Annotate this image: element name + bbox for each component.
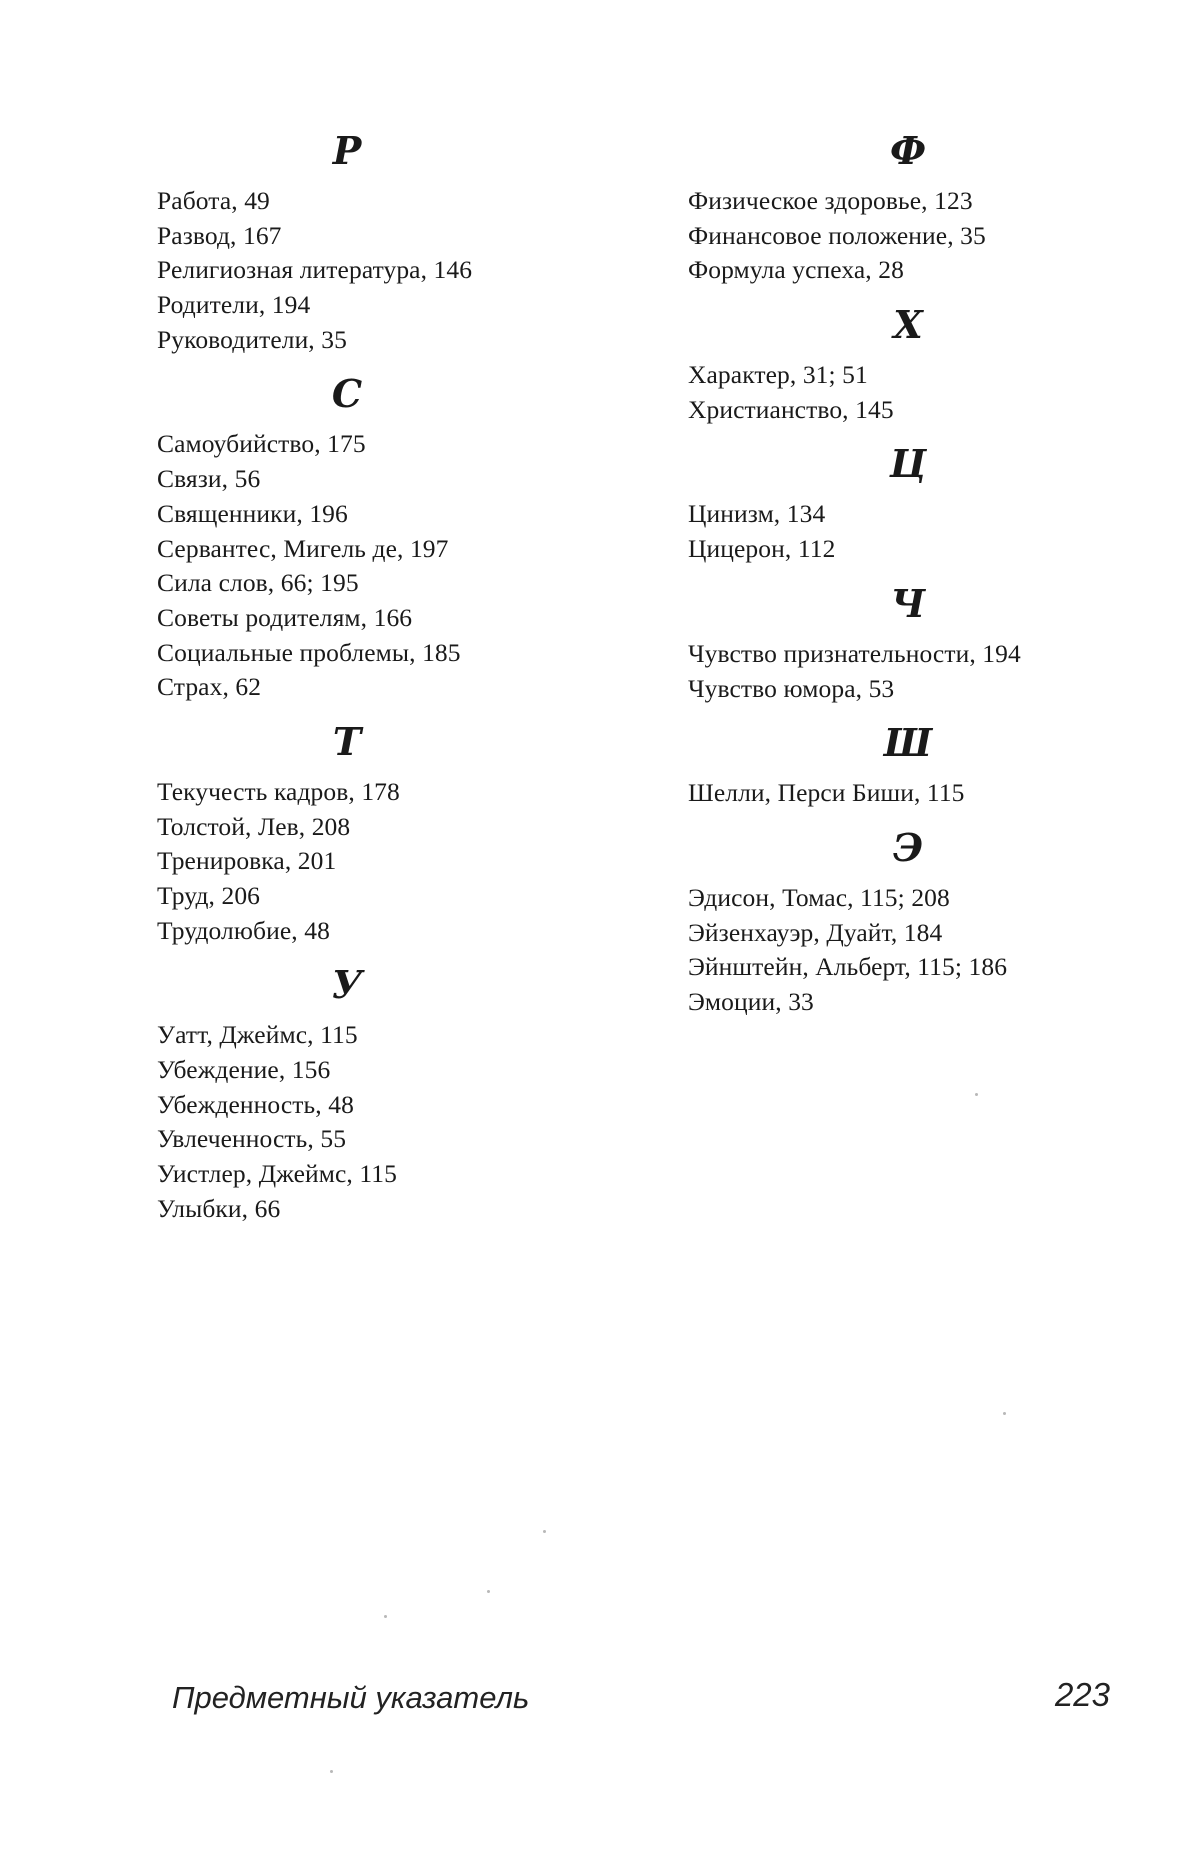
index-entry: Формула успеха, 28 bbox=[688, 253, 1158, 288]
index-section bbox=[688, 120, 1158, 288]
entry-list bbox=[688, 184, 1158, 288]
index-entry: Трудолюбие, 48 bbox=[157, 914, 627, 949]
index-entry: Уатт, Джеймс, 115 bbox=[157, 1018, 627, 1053]
entry-list bbox=[688, 358, 1158, 427]
entry-list bbox=[688, 497, 1158, 566]
index-section bbox=[688, 817, 1158, 1020]
section-letter: Х bbox=[778, 294, 1038, 356]
index-entry: Характер, 31; 51 bbox=[688, 358, 1158, 393]
index-entry: Финансовое положение, 35 bbox=[688, 219, 1158, 254]
index-entry: Труд, 206 bbox=[157, 879, 627, 914]
index-entry: Физическое здоровье, 123 bbox=[688, 184, 1158, 219]
index-section bbox=[688, 712, 1158, 811]
index-section bbox=[688, 433, 1158, 566]
index-entry: Эмоции, 33 bbox=[688, 985, 1158, 1020]
index-section bbox=[157, 711, 627, 948]
section-letter: Ц bbox=[778, 433, 1038, 495]
entry-list bbox=[688, 637, 1158, 706]
index-entry: Эдисон, Томас, 115; 208 bbox=[688, 881, 1158, 916]
index-entry: Связи, 56 bbox=[157, 462, 627, 497]
page-number: 223 bbox=[1055, 1676, 1110, 1714]
index-entry: Шелли, Перси Биши, 115 bbox=[688, 776, 1158, 811]
scan-speck bbox=[543, 1530, 546, 1533]
index-entry: Эйнштейн, Альберт, 115; 186 bbox=[688, 950, 1158, 985]
index-section bbox=[157, 120, 627, 357]
index-entry: Толстой, Лев, 208 bbox=[157, 810, 627, 845]
index-entry: Сервантес, Мигель де, 197 bbox=[157, 532, 627, 567]
index-entry: Эйзенхауэр, Дуайт, 184 bbox=[688, 916, 1158, 951]
section-letter: Ш bbox=[778, 712, 1038, 774]
index-entry: Советы родителям, 166 bbox=[157, 601, 627, 636]
scan-speck bbox=[1003, 1412, 1006, 1415]
footer-title: Предметный указатель bbox=[172, 1680, 529, 1716]
index-entry: Улыбки, 66 bbox=[157, 1192, 627, 1227]
index-section bbox=[157, 954, 627, 1226]
index-entry: Убеждение, 156 bbox=[157, 1053, 627, 1088]
entry-list bbox=[688, 776, 1158, 811]
section-letter: Р bbox=[217, 120, 477, 182]
entry-list bbox=[157, 427, 627, 705]
index-entry: Чувство признательности, 194 bbox=[688, 637, 1158, 672]
section-letter: Ф bbox=[778, 120, 1038, 182]
index-entry: Убежденность, 48 bbox=[157, 1088, 627, 1123]
index-entry: Руководители, 35 bbox=[157, 323, 627, 358]
scan-speck bbox=[975, 1093, 978, 1096]
index-column-left bbox=[157, 120, 627, 1233]
index-entry: Христианство, 145 bbox=[688, 393, 1158, 428]
index-entry: Самоубийство, 175 bbox=[157, 427, 627, 462]
index-entry: Страх, 62 bbox=[157, 670, 627, 705]
entry-list bbox=[688, 881, 1158, 1020]
index-section bbox=[157, 363, 627, 705]
entry-list bbox=[157, 775, 627, 948]
index-entry: Религиозная литература, 146 bbox=[157, 253, 627, 288]
index-entry: Работа, 49 bbox=[157, 184, 627, 219]
index-entry: Социальные проблемы, 185 bbox=[157, 636, 627, 671]
section-letter: Ч bbox=[778, 573, 1038, 635]
index-section bbox=[688, 573, 1158, 706]
index-entry: Развод, 167 bbox=[157, 219, 627, 254]
index-entry: Увлеченность, 55 bbox=[157, 1122, 627, 1157]
index-entry: Цицерон, 112 bbox=[688, 532, 1158, 567]
index-entry: Священники, 196 bbox=[157, 497, 627, 532]
index-entry: Текучесть кадров, 178 bbox=[157, 775, 627, 810]
scan-speck bbox=[384, 1615, 387, 1618]
index-entry: Родители, 194 bbox=[157, 288, 627, 323]
entry-list bbox=[157, 1018, 627, 1226]
scan-speck bbox=[487, 1590, 490, 1593]
section-letter: Т bbox=[217, 711, 477, 773]
section-letter: Э bbox=[778, 817, 1038, 879]
scan-speck bbox=[330, 1770, 333, 1773]
index-entry: Чувство юмора, 53 bbox=[688, 672, 1158, 707]
entry-list bbox=[157, 184, 627, 357]
section-letter: У bbox=[217, 954, 477, 1016]
index-column-right bbox=[688, 120, 1158, 1026]
index-entry: Уистлер, Джеймс, 115 bbox=[157, 1157, 627, 1192]
index-section bbox=[688, 294, 1158, 427]
index-page bbox=[0, 0, 1200, 1868]
index-entry: Тренировка, 201 bbox=[157, 844, 627, 879]
section-letter: С bbox=[217, 363, 477, 425]
index-entry: Цинизм, 134 bbox=[688, 497, 1158, 532]
index-entry: Сила слов, 66; 195 bbox=[157, 566, 627, 601]
